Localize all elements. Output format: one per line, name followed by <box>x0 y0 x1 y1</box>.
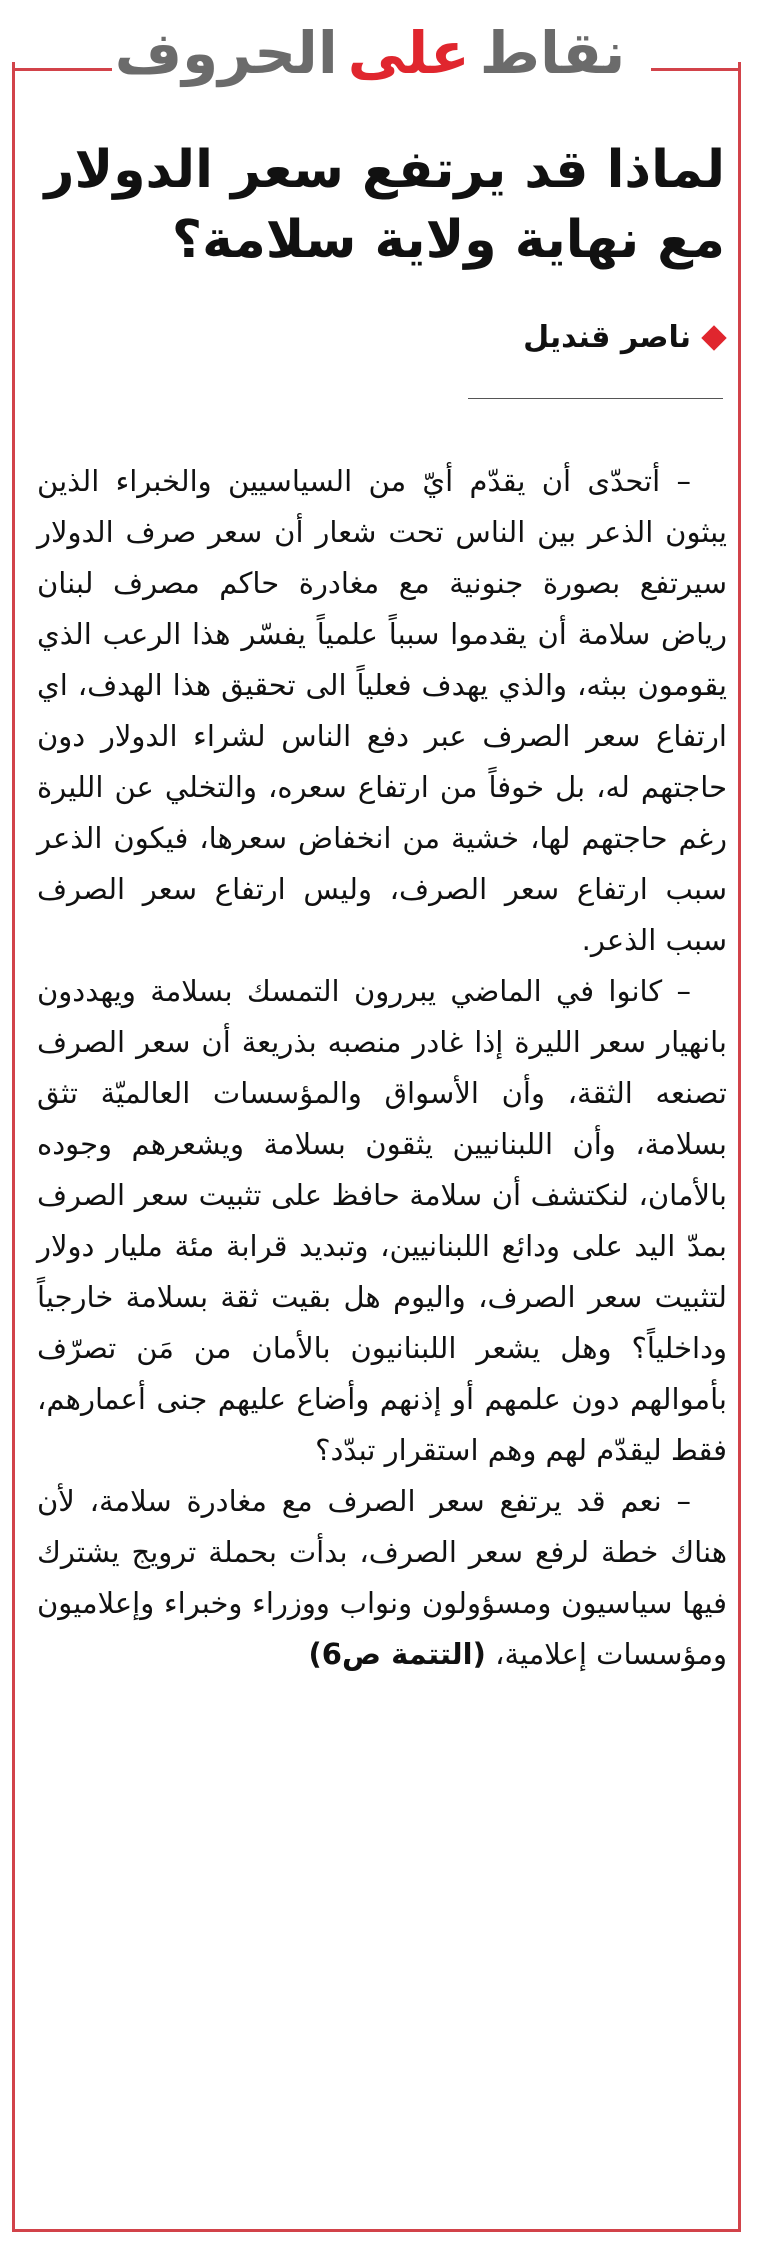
column-title-part3: الحروف <box>114 19 338 87</box>
headline-line-2: مع نهاية ولاية سلامة؟ <box>171 210 725 270</box>
body-paragraph-1: – أتحدّى أن يقدّم أيّ من السياسيين والخبراء الذين يبثون الذعر بين الناس تحت شعار أن سعر صرف الدولار سيرتفع بصورة جنونية مع مغادرة حاكم مصرف لبنان رياض سلامة أن يقدموا سبباً علمياً يفسّر هذا الرعب الذي يقومون ببثه، والذي يهدف فعلياً الى تحقيق هذا الهدف، اي ارتفاع سعر الصرف عبر دفع الناس لشراء الدولار دون حاجتهم له، بل خوفاً من ارتفاع سعره، والتخلي عن الليرة رغم حاجتهم لها، خشية من انخفاض سعرها، فيكون الذعر سبب ارتفاع سعر الصرف، وليس ارتفاع سعر الصرف سبب الذعر. <box>37 464 727 957</box>
author-byline <box>523 318 723 358</box>
article-headline <box>35 135 725 275</box>
body-paragraph-3 <box>37 1476 727 1680</box>
body-paragraph-3-text: – نعم قد يرتفع سعر الصرف مع مغادرة سلامة، لأن هناك خطة لرفع سعر الصرف، بدأت بحملة ترويج يشترك فيها سياسيون ومسؤولون ونواب ووزراء وخبراء وإعلاميون ومؤسسات إعلامية، <box>37 1484 727 1671</box>
body-paragraph-2: – كانوا في الماضي يبررون التمسك بسلامة ويهددون بانهيار سعر الليرة إذا غادر منصبه بذريعة أن سعر الصرف تصنعه الثقة، وأن الأسواق والمؤسسات العالميّة تثق بسلامة، وأن اللبنانيين يثقون بسلامة ويشعرهم وجوده بالأمان، لنكتشف أن سلامة حافظ على تثبيت سعر الصرف بمدّ اليد على ودائع اللبنانيين، وتبديد قرابة مئة مليار دولار لتثبيت سعر الصرف، واليوم هل بقيت ثقة بسلامة خارجياً وداخلياً؟ وهل يشعر اللبنانيون بالأمان من مَن تصرّف بأموالهم دون علمهم أو إذنهم وأضاع عليهم جنى أعمارهم، فقط ليقدّم لهم وهم استقرار تبدّد؟ <box>37 974 727 1467</box>
article-body <box>37 456 727 1680</box>
diamond-icon <box>701 325 726 350</box>
author-name: ناصر قنديل <box>523 320 691 355</box>
byline-divider <box>468 398 723 399</box>
continued-link[interactable]: (التتمة ص6) <box>308 1637 486 1671</box>
headline-line-1: لماذا قد يرتفع سعر الدولار <box>44 140 725 200</box>
column-title-part2: على <box>347 19 470 87</box>
column-title-part1: نقاط <box>479 19 626 87</box>
